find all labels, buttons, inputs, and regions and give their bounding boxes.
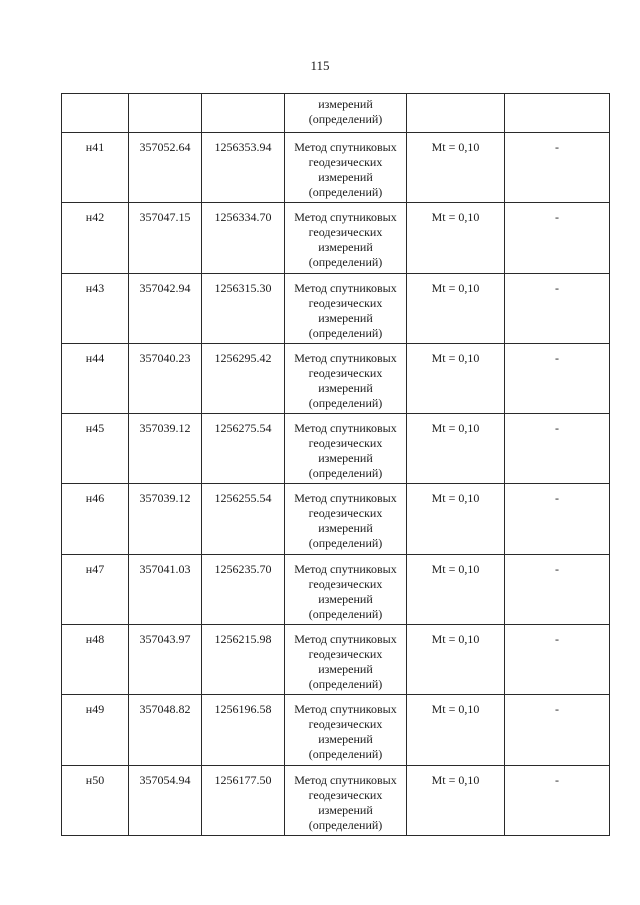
cell-x: 357042.94	[129, 273, 202, 343]
cell-description: -	[505, 273, 610, 343]
cell-point: н43	[62, 273, 129, 343]
cell-y: 1256196.58	[202, 695, 285, 765]
coordinates-table	[61, 93, 610, 836]
cell-accuracy: Mt = 0,10	[407, 203, 505, 273]
cell-point: н49	[62, 695, 129, 765]
cell-y: 1256177.50	[202, 765, 285, 835]
continuation-row	[62, 94, 610, 133]
coordinates-table-body	[62, 94, 610, 836]
cell-accuracy: Mt = 0,10	[407, 695, 505, 765]
cell-accuracy: Mt = 0,10	[407, 414, 505, 484]
cell-y: 1256315.30	[202, 273, 285, 343]
cell-x: 357052.64	[129, 133, 202, 203]
cell-point: н47	[62, 554, 129, 624]
cell-point: н50	[62, 765, 129, 835]
cell-method: Метод спутниковых геодезических измерений (определений)	[285, 484, 407, 554]
cell-x	[129, 94, 202, 133]
cell-description: -	[505, 695, 610, 765]
cell-y: 1256215.98	[202, 625, 285, 695]
cell-y: 1256275.54	[202, 414, 285, 484]
cell-x: 357048.82	[129, 695, 202, 765]
cell-y: 1256353.94	[202, 133, 285, 203]
table-row	[62, 765, 610, 835]
table-row	[62, 414, 610, 484]
cell-method: Метод спутниковых геодезических измерений (определений)	[285, 133, 407, 203]
cell-method: Метод спутниковых геодезических измерений (определений)	[285, 343, 407, 413]
cell-point: н44	[62, 343, 129, 413]
cell-description: -	[505, 203, 610, 273]
cell-point	[62, 94, 129, 133]
cell-description: -	[505, 484, 610, 554]
cell-y: 1256295.42	[202, 343, 285, 413]
cell-point: н45	[62, 414, 129, 484]
cell-description: -	[505, 765, 610, 835]
cell-method: Метод спутниковых геодезических измерений (определений)	[285, 625, 407, 695]
cell-point: н48	[62, 625, 129, 695]
cell-accuracy: Mt = 0,10	[407, 273, 505, 343]
cell-method: Метод спутниковых геодезических измерений (определений)	[285, 203, 407, 273]
cell-method: Метод спутниковых геодезических измерений (определений)	[285, 765, 407, 835]
cell-y: 1256255.54	[202, 484, 285, 554]
cell-x: 357054.94	[129, 765, 202, 835]
table-row	[62, 203, 610, 273]
cell-method: Метод спутниковых геодезических измерений (определений)	[285, 554, 407, 624]
cell-accuracy: Mt = 0,10	[407, 765, 505, 835]
cell-description: -	[505, 133, 610, 203]
cell-method: Метод спутниковых геодезических измерений (определений)	[285, 695, 407, 765]
cell-description: -	[505, 625, 610, 695]
table-row	[62, 343, 610, 413]
cell-point: н42	[62, 203, 129, 273]
cell-y: 1256235.70	[202, 554, 285, 624]
cell-accuracy: Mt = 0,10	[407, 343, 505, 413]
cell-x: 357047.15	[129, 203, 202, 273]
cell-point: н46	[62, 484, 129, 554]
table-row	[62, 484, 610, 554]
cell-x: 357041.03	[129, 554, 202, 624]
cell-x: 357039.12	[129, 484, 202, 554]
cell-x: 357039.12	[129, 414, 202, 484]
cell-method: Метод спутниковых геодезических измерений (определений)	[285, 414, 407, 484]
cell-accuracy: Mt = 0,10	[407, 554, 505, 624]
cell-accuracy: Mt = 0,10	[407, 484, 505, 554]
table-row	[62, 554, 610, 624]
table-row	[62, 625, 610, 695]
table-row	[62, 695, 610, 765]
cell-description: -	[505, 554, 610, 624]
cell-description	[505, 94, 610, 133]
cell-accuracy: Mt = 0,10	[407, 625, 505, 695]
cell-accuracy: Mt = 0,10	[407, 133, 505, 203]
cell-x: 357043.97	[129, 625, 202, 695]
cell-x: 357040.23	[129, 343, 202, 413]
cell-accuracy	[407, 94, 505, 133]
cell-method: Метод спутниковых геодезических измерений (определений)	[285, 273, 407, 343]
cell-y	[202, 94, 285, 133]
table-row	[62, 273, 610, 343]
cell-y: 1256334.70	[202, 203, 285, 273]
table-row	[62, 133, 610, 203]
cell-description: -	[505, 343, 610, 413]
page-number: 115	[310, 58, 330, 73]
cell-method: измерений (определений)	[285, 94, 407, 133]
cell-point: н41	[62, 133, 129, 203]
cell-description: -	[505, 414, 610, 484]
